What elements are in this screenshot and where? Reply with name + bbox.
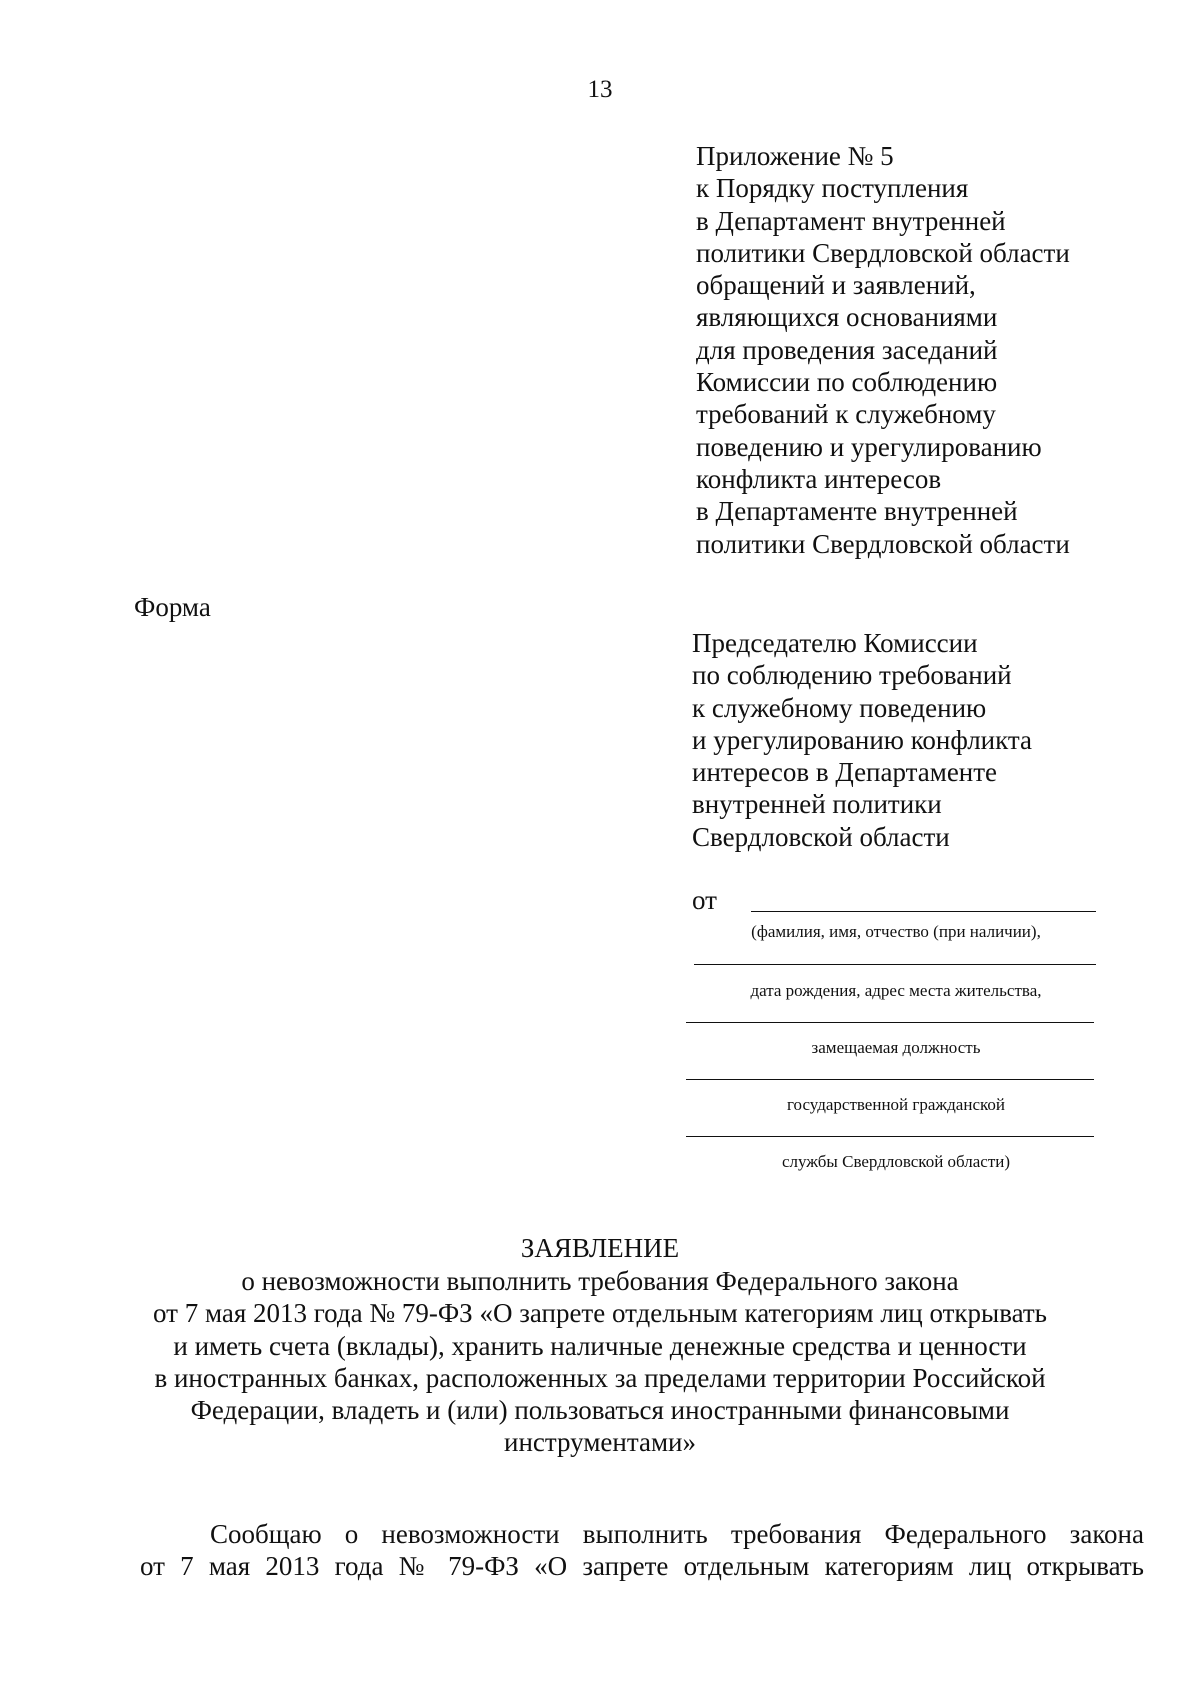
subject-line: о невозможности выполнить требования Федерального закона	[241, 1266, 959, 1296]
appendix-line: поведению и урегулированию	[696, 431, 1042, 462]
position-field-line	[686, 1022, 1094, 1023]
appendix-line: требований к служебному	[696, 399, 996, 430]
addressee-line: интересов в Департаменте	[692, 757, 998, 788]
appendix-line: Комиссии по соблюдению	[696, 367, 998, 398]
appendix-line: в Департамент внутренней	[696, 205, 1006, 236]
sender-fields	[686, 885, 1106, 1171]
statement-body	[140, 1518, 1144, 1582]
appendix-header	[696, 140, 1176, 560]
subject-line: Федерации, владеть и (или) пользоваться иностранными финансовыми	[190, 1395, 1010, 1426]
statement-title: ЗАЯВЛЕНИЕ	[520, 1233, 680, 1263]
addressee-line: по соблюдению требований	[692, 660, 1012, 691]
field-caption-name: (фамилия, имя, отчество (при наличии),	[751, 922, 1041, 941]
appendix-line: являющихся основаниями	[696, 302, 998, 333]
appendix-line: политики Свердловской области	[696, 528, 1070, 559]
subject-line: от 7 мая 2013 года № 79-ФЗ «О запрете отдельным категориям лиц открывать	[153, 1298, 1047, 1329]
page-number: 13	[587, 76, 613, 103]
appendix-line: Приложение № 5	[696, 141, 894, 171]
field-caption-service-region: службы Свердловской области)	[781, 1152, 1011, 1171]
addressee-line: к служебному поведению	[692, 692, 987, 723]
appendix-line: конфликта интересов	[696, 463, 942, 494]
service-region-field-line	[686, 1136, 1094, 1137]
addressee-line: Свердловской области	[692, 821, 950, 852]
sender-name-field-line	[751, 911, 1096, 912]
appendix-line: в Департаменте внутренней	[696, 496, 1018, 527]
appendix-line: к Порядку поступления	[696, 173, 969, 204]
from-word: от	[692, 885, 717, 915]
sender-from-row	[686, 885, 1106, 915]
appendix-line: обращений и заявлений,	[696, 270, 976, 301]
form-label: Форма	[134, 592, 211, 622]
addressee-line: Председателю Комиссии	[692, 628, 978, 658]
subject-line: в иностранных банках, расположенных за пределами территории Российской	[154, 1362, 1046, 1393]
field-caption-position: замещаемая должность	[811, 1038, 981, 1057]
addressee-line: внутренней политики	[692, 789, 942, 820]
body-line: Сообщаю о невозможности выполнить требования Федерального закона	[210, 1519, 1144, 1549]
appendix-line: политики Свердловской области	[696, 237, 1070, 268]
statement-subject	[140, 1265, 1060, 1459]
addressee-block	[692, 627, 1172, 853]
addressee-line: и урегулированию конфликта	[692, 724, 1033, 755]
subject-line: и иметь счета (вклады), хранить наличные денежные средства и ценности	[173, 1330, 1027, 1361]
appendix-line: для проведения заседаний	[696, 334, 998, 365]
body-line: от 7 мая 2013 года № 79-ФЗ «О запрете отдельным категориям лиц открывать	[140, 1551, 1144, 1581]
field-caption-birth-address: дата рождения, адрес места жительства,	[750, 981, 1042, 1000]
birth-address-field-line	[694, 964, 1096, 965]
subject-line: инструментами»	[504, 1427, 696, 1458]
field-caption-civil-service: государственной гражданской	[786, 1095, 1005, 1114]
civil-service-field-line	[686, 1079, 1094, 1080]
